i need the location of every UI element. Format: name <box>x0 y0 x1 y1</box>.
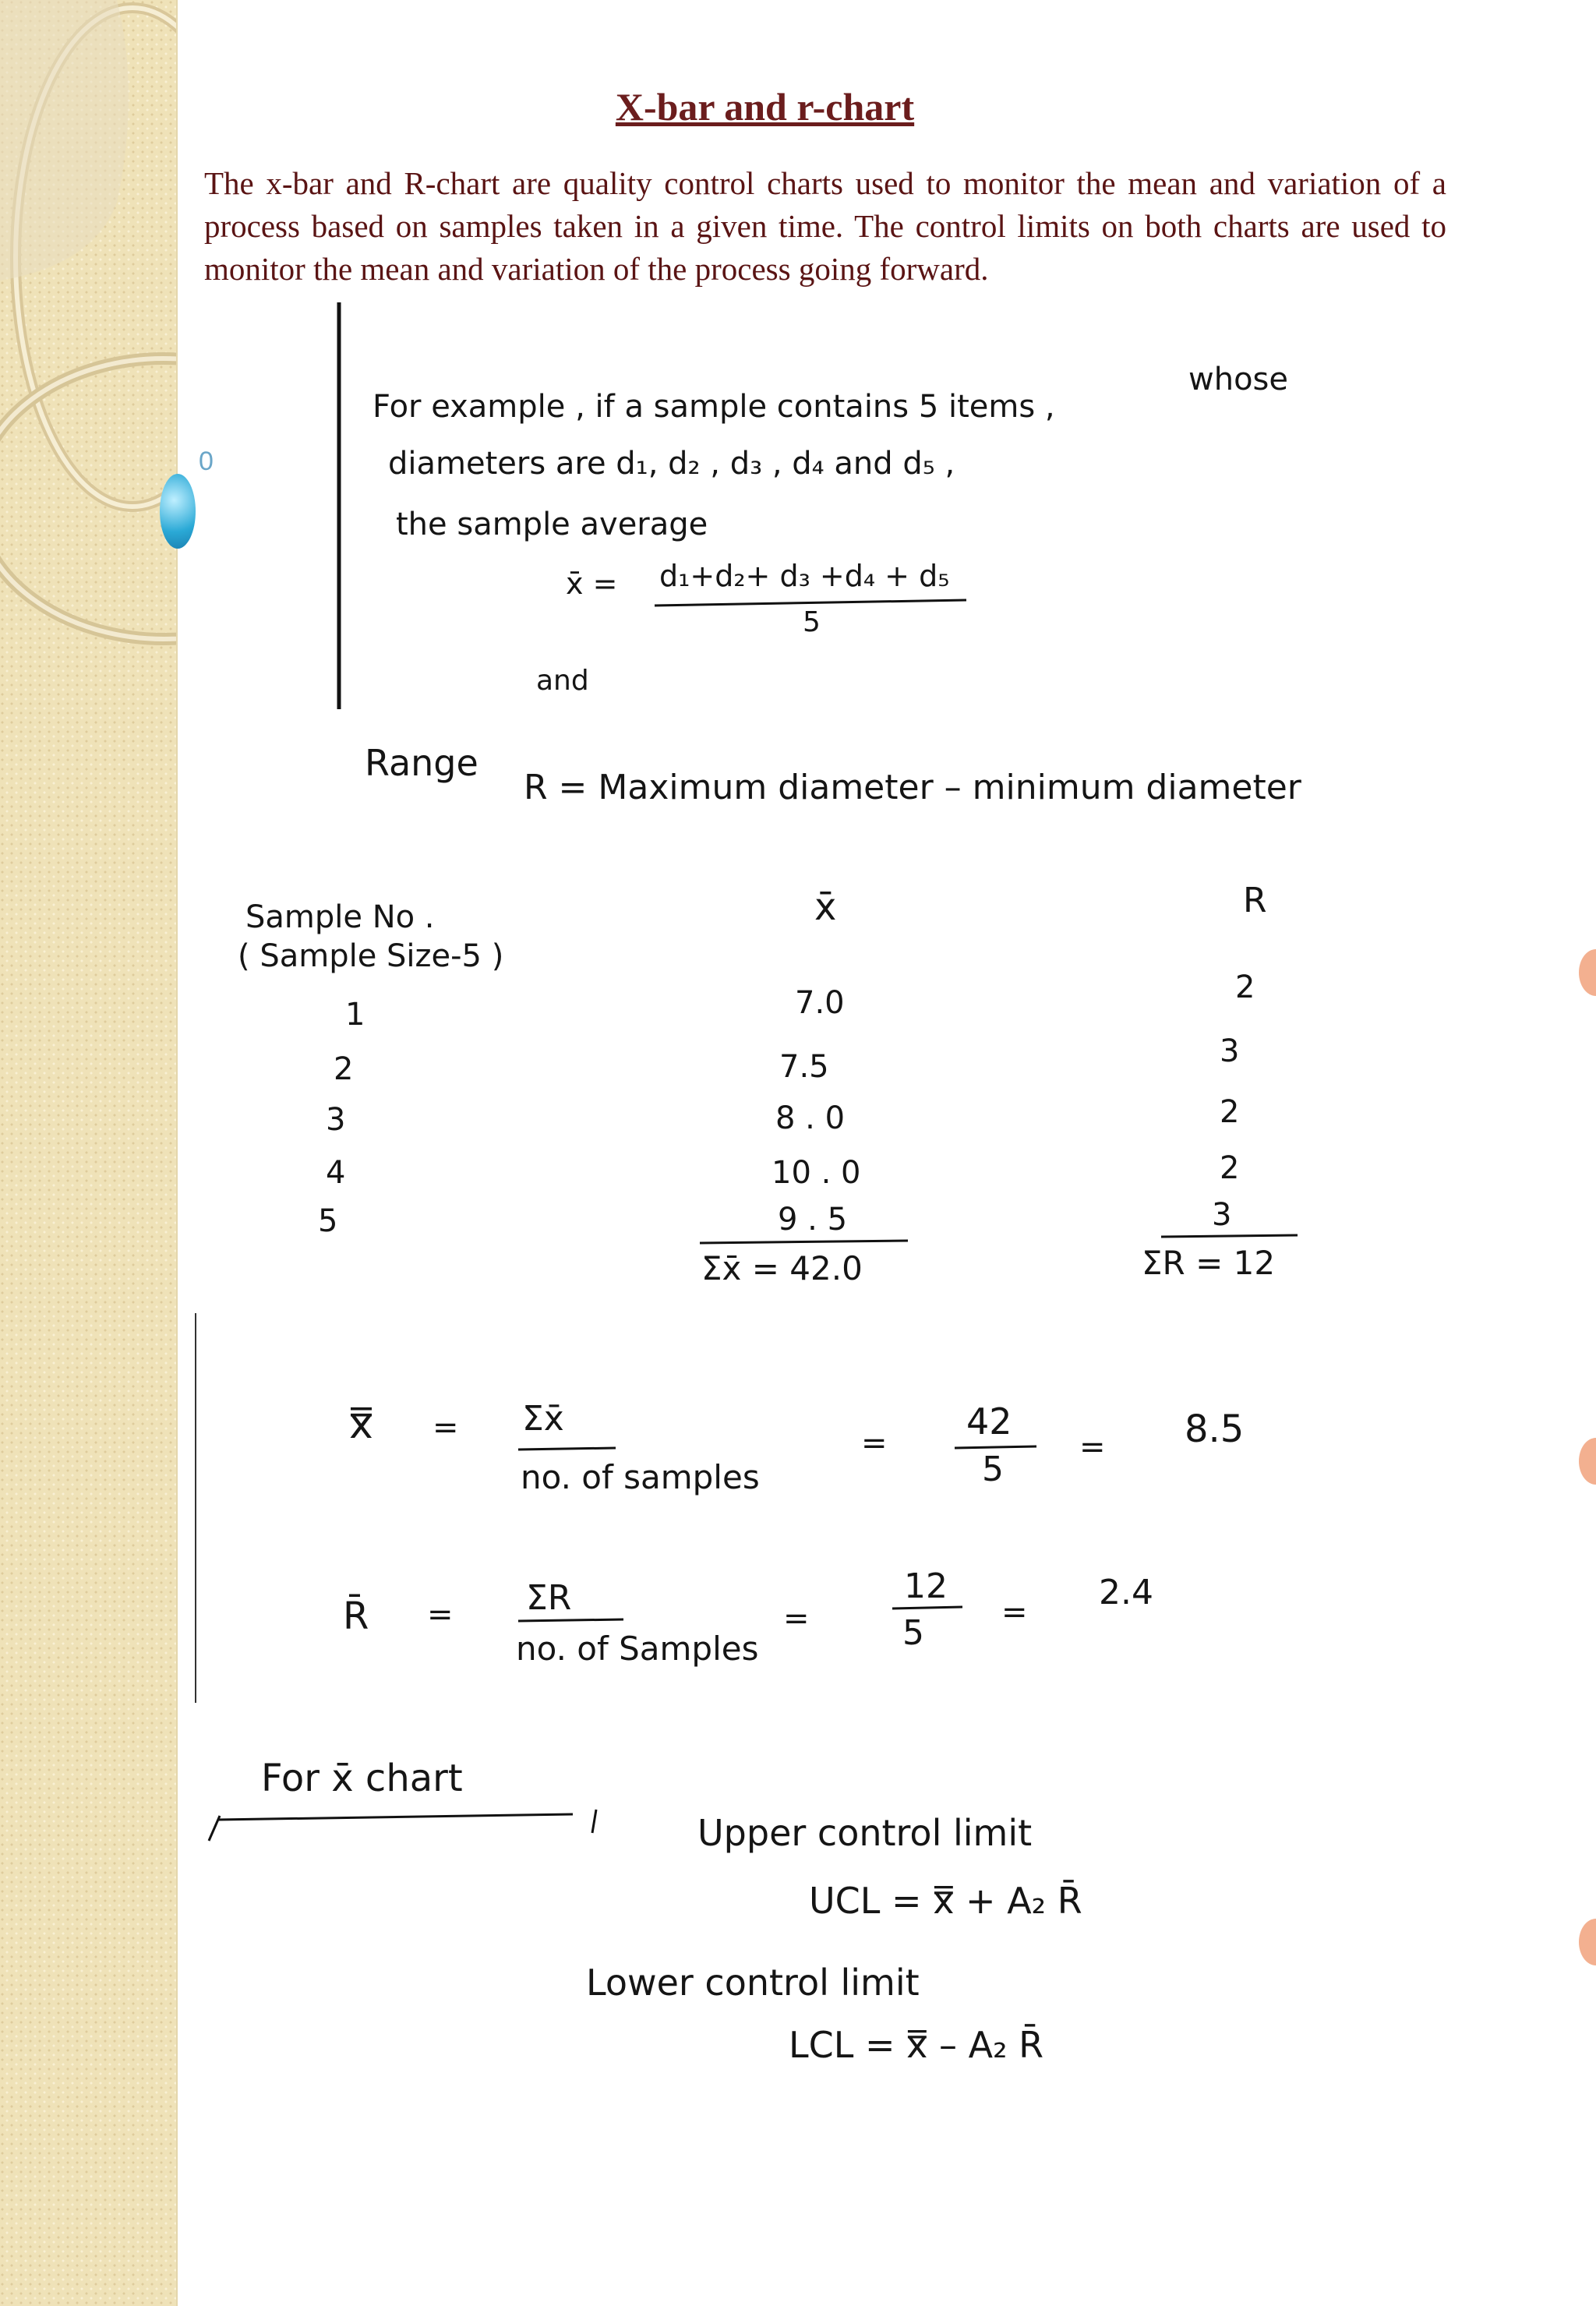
fraction-bar <box>518 1619 623 1621</box>
r-value: 3 <box>1212 1197 1232 1233</box>
table-row <box>345 969 1255 1033</box>
sample-no: 2 <box>334 1051 354 1087</box>
intro-paragraph: The x-bar and R-chart are quality control charts used to monitor the mean and variation of a process based on samples taken in a given time. The control limits on both charts are used to monitor the mean and variation of the process going forward. <box>204 165 1446 287</box>
example-line-1-end: whose <box>1188 362 1288 397</box>
fraction-bar <box>892 1607 962 1609</box>
col-header-sample: Sample No . <box>245 899 435 935</box>
and-label: and <box>536 665 589 697</box>
xbarbar-denominator: no. of samples <box>521 1458 760 1496</box>
lcl-formula: LCL = x̿ – A₂ R̄ <box>789 2024 1044 2066</box>
fraction-denominator: 5 <box>982 1450 1004 1489</box>
equals-sign: = <box>1079 1429 1106 1465</box>
lcl-label: Lower control limit <box>586 1962 920 2004</box>
r-value: 3 <box>1220 1033 1240 1069</box>
equals-sign: = <box>427 1597 454 1633</box>
sample-no: 1 <box>345 997 365 1033</box>
rbar-denominator: no. of Samples <box>516 1630 759 1668</box>
rbar-symbol: R̄ <box>343 1594 369 1638</box>
col-header-r: R <box>1243 881 1267 920</box>
table-row <box>334 1033 1239 1087</box>
fraction-bar <box>518 1448 616 1450</box>
equals-sign: = <box>861 1425 888 1461</box>
sample-no: 5 <box>318 1203 338 1239</box>
slide-number: 0 <box>199 447 214 476</box>
ucl-label: Upper control limit <box>697 1812 1033 1854</box>
xbarbar-numerator: Σx̄ <box>522 1399 564 1439</box>
range-label: Range <box>365 742 478 784</box>
sum-xbar: Σx̄ = 42.0 <box>701 1249 863 1287</box>
xbar-value: 9 . 5 <box>778 1202 848 1238</box>
xbar-value: 7.0 <box>795 985 845 1021</box>
xbar-lhs: x̄ = <box>566 567 618 601</box>
r-value: 2 <box>1235 969 1255 1005</box>
rbar-numerator: ΣR <box>526 1578 572 1618</box>
col-header-xbar: x̄ <box>814 885 837 929</box>
rbar-result: 2.4 <box>1099 1573 1153 1612</box>
xbar-chart-heading: For x̄ chart <box>261 1757 463 1800</box>
fraction-bar <box>955 1446 1036 1448</box>
xbarbar-result: 8.5 <box>1185 1407 1245 1451</box>
r-value: 2 <box>1220 1150 1240 1186</box>
page-title: X-bar and r-chart <box>615 85 915 129</box>
sum-line <box>700 1241 908 1243</box>
range-formula: R = Maximum diameter – minimum diameter <box>524 768 1301 807</box>
sample-average-label: the sample average <box>396 507 708 542</box>
fraction-denominator: 5 <box>902 1613 924 1653</box>
sum-line <box>1161 1235 1298 1237</box>
fraction-bar <box>655 600 966 606</box>
fraction-numerator: 42 <box>966 1400 1012 1443</box>
xbar-denominator: 5 <box>803 606 821 638</box>
heading-underline <box>218 1814 573 1820</box>
xbarbar-symbol: x̿ <box>349 1401 373 1448</box>
xbar-value: 8 . 0 <box>775 1100 846 1136</box>
table-row <box>326 1150 1239 1191</box>
fraction-numerator: 12 <box>904 1566 948 1606</box>
xbar-value: 10 . 0 <box>772 1155 861 1191</box>
example-line-1: For example , if a sample contains 5 items , <box>373 389 1055 425</box>
table-row <box>326 1094 1239 1138</box>
sample-no: 3 <box>326 1102 346 1138</box>
sample-no: 4 <box>326 1155 346 1191</box>
sum-r: ΣR = 12 <box>1142 1244 1276 1282</box>
xbar-value: 7.5 <box>779 1049 829 1085</box>
equals-sign: = <box>1001 1594 1028 1630</box>
r-value: 2 <box>1220 1094 1240 1130</box>
col-header-sample-sub: ( Sample Size-5 ) <box>238 938 504 974</box>
example-line-2: diameters are d₁, d₂ , d₃ , d₄ and d₅ , <box>388 446 955 482</box>
table-row <box>318 1197 1231 1239</box>
ucl-formula: UCL = x̿ + A₂ R̄ <box>809 1880 1082 1922</box>
equals-sign: = <box>433 1410 459 1446</box>
equals-sign: = <box>783 1601 810 1637</box>
xbar-numerator: d₁+d₂+ d₃ +d₄ + d₅ <box>659 559 950 593</box>
